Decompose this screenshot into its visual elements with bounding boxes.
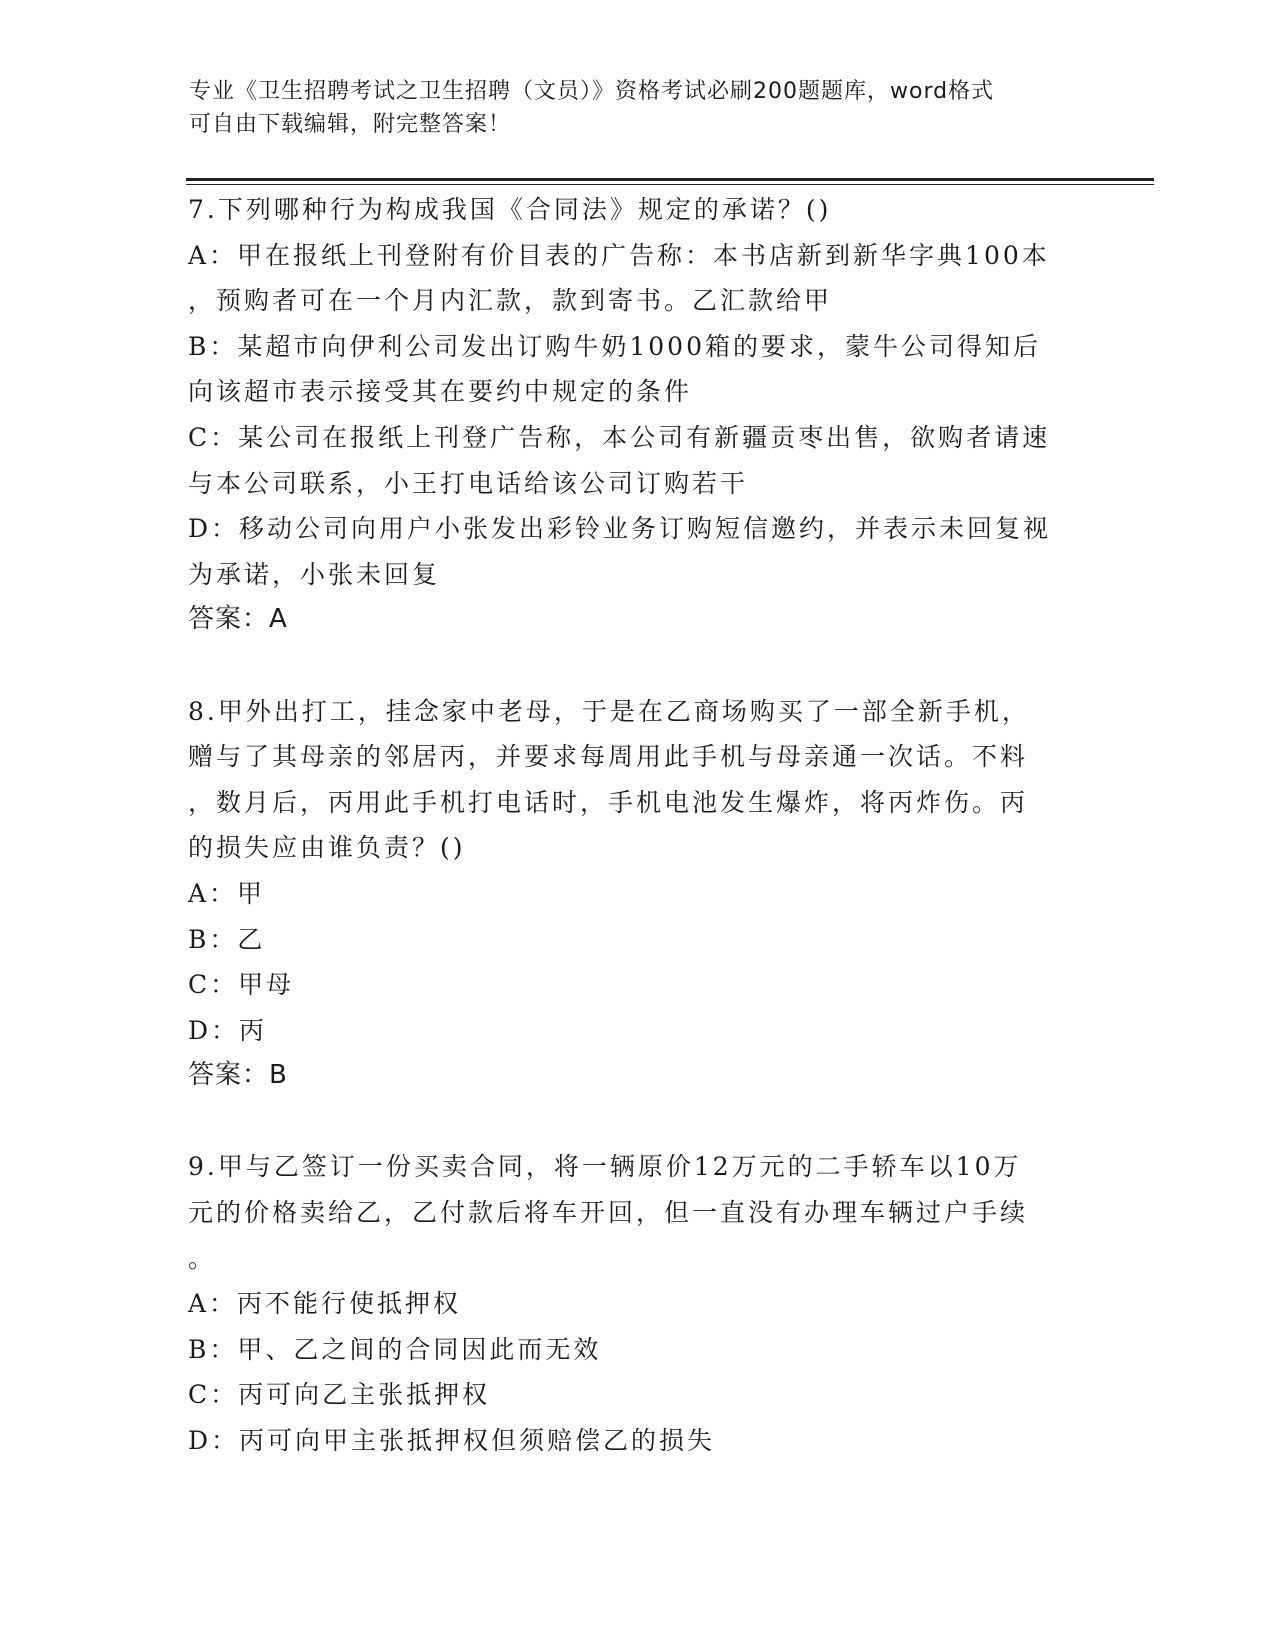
option-line: A：甲 [188, 878, 266, 908]
answer-label: 答案：B [188, 1060, 288, 1091]
option-a [188, 1281, 1068, 1327]
option-line: A：甲在报纸上刊登附有价目表的广告称：本书店新到新华字典100本 [188, 240, 1050, 270]
option-line: ，预购者可在一个月内汇款，款到寄书。乙汇款给甲 [188, 286, 833, 316]
question-stem-line: 8.甲外出打工，挂念家中老母，于是在乙商场购买了一部全新手机， [188, 696, 1030, 726]
question-list [188, 187, 1068, 1464]
option-line: 为承诺，小张未回复 [188, 559, 441, 589]
question-block [188, 689, 1068, 1145]
option-line: C：甲母 [188, 970, 295, 1000]
option-b [188, 324, 1068, 415]
header-divider-thin [186, 184, 1154, 185]
question-spacer [188, 1099, 1068, 1145]
option-b [188, 917, 1068, 963]
option-line: B：乙 [188, 924, 266, 954]
option-line: 与本公司联系，小王打电话给该公司订购若干 [188, 468, 749, 498]
header-line-2: 可自由下载编辑，附完整答案！ [189, 112, 512, 137]
option-a [188, 233, 1068, 324]
option-c [188, 1372, 1068, 1418]
option-line: C：某公司在报纸上刊登广告称，本公司有新疆贡枣出售，欲购者请速 [188, 422, 1051, 452]
question-stem-line: 元的价格卖给乙，乙付款后将车开回，但一直没有办理车辆过户手续 [188, 1198, 1029, 1228]
option-line: D：丙 [188, 1015, 268, 1045]
option-d [188, 506, 1068, 597]
option-c [188, 415, 1068, 506]
option-line: 向该超市表示接受其在要约中规定的条件 [188, 377, 693, 407]
question-stem-line: 的损失应由谁负责？() [188, 833, 466, 863]
header-line-1: 专业《卫生招聘考试之卫生招聘（文员）》资格考试必刷200题题库，word格式 [189, 79, 995, 104]
option-b [188, 1327, 1068, 1373]
question-stem-line: 赠与了其母亲的邻居丙，并要求每周用此手机与母亲通一次话。不料 [188, 742, 1029, 772]
option-line: D：丙可向甲主张抵押权但须赔偿乙的损失 [188, 1426, 716, 1456]
question-stem-line: 7.下列哪种行为构成我国《合同法》规定的承诺？() [188, 195, 832, 224]
question-stem-line: 。 [188, 1243, 217, 1273]
option-line: D：移动公司向用户小张发出彩铃业务订购短信邀约，并表示未回复视 [188, 514, 1052, 544]
question-block [188, 187, 1068, 689]
document-header [189, 75, 1089, 141]
answer-label: 答案：A [188, 604, 288, 635]
option-line: A：丙不能行使抵押权 [188, 1289, 462, 1319]
header-divider-thick [186, 178, 1154, 181]
question-spacer [188, 643, 1068, 689]
question-stem-line: ，数月后，丙用此手机打电话时，手机电池发生爆炸，将丙炸伤。丙 [188, 787, 1029, 817]
option-line: B：某超市向伊利公司发出订购牛奶1000箱的要求，蒙牛公司得知后 [188, 331, 1041, 361]
option-c [188, 962, 1068, 1008]
question-block [188, 1144, 1068, 1463]
option-d [188, 1418, 1068, 1464]
question-stem-line: 9.甲与乙签订一份买卖合同，将一辆原价12万元的二手轿车以10万 [188, 1152, 1022, 1182]
option-line: C：丙可向乙主张抵押权 [188, 1380, 491, 1410]
option-d [188, 1008, 1068, 1054]
option-line: B：甲、乙之间的合同因此而无效 [188, 1334, 602, 1364]
option-a [188, 871, 1068, 917]
